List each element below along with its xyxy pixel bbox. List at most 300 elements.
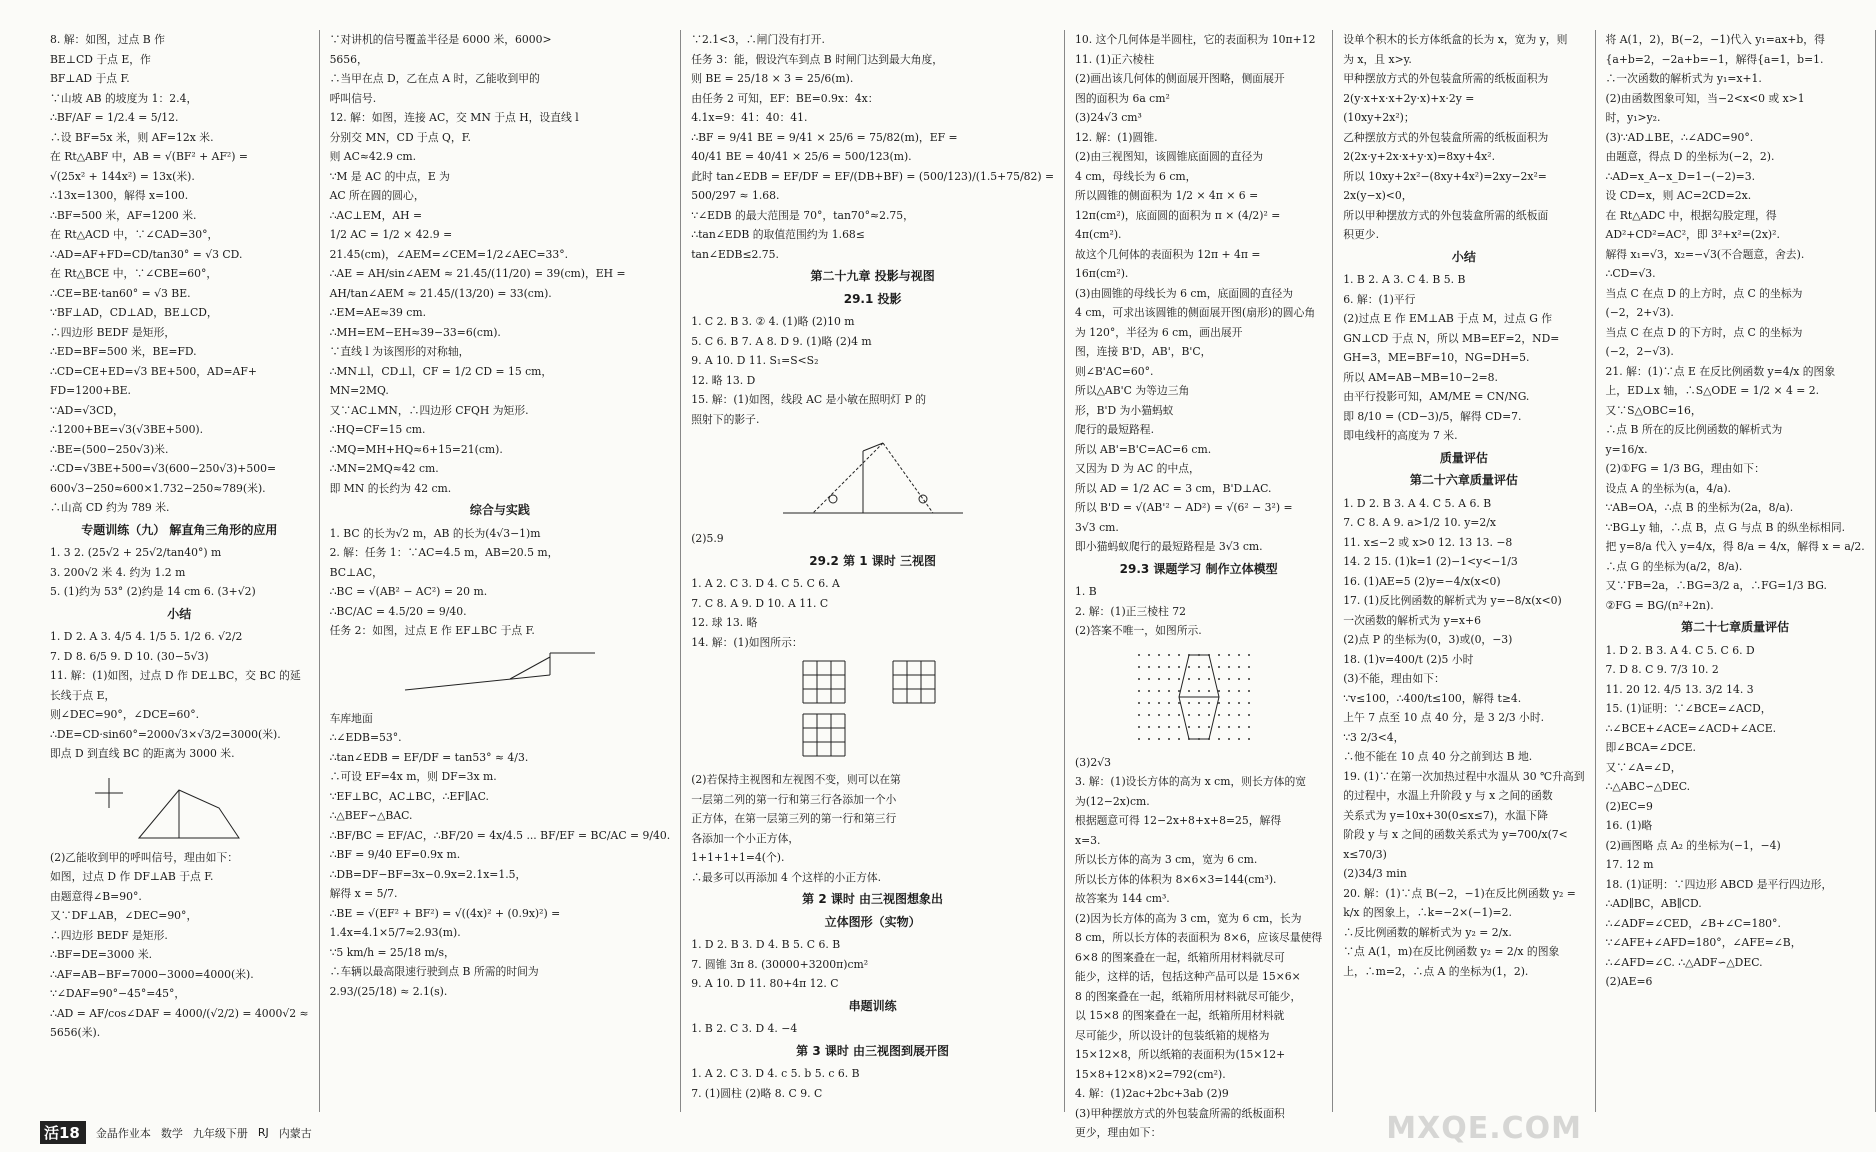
answer-line: ∵EF⊥BC，AC⊥BC，∴EF∥AC. xyxy=(329,789,489,803)
figure-stroke xyxy=(1138,738,1140,740)
answer-line: 当点 C 在点 D 的上方时，点 C 的坐标为 xyxy=(1605,286,1803,300)
answer-line: 20. 解：(1)∵点 B(−2，−1)在反比例函数 y₂ = xyxy=(1343,886,1576,900)
figure-stroke xyxy=(1138,690,1140,692)
answer-line: (2)乙能收到甲的呼叫信号，理由如下： xyxy=(50,850,239,864)
figure-stroke xyxy=(1228,702,1230,704)
answer-line: 3. 200√2 米 4. 约为 1.2 m xyxy=(50,565,186,579)
answer-line: 乙种摆放方式的外包装盒所需的纸板面积为 xyxy=(1343,130,1549,144)
answer-line: 积更少. xyxy=(1343,228,1380,241)
answer-line: 呼叫信号. xyxy=(329,91,377,105)
section-heading: 第 3 课时 由三视图到展开图 xyxy=(796,1043,950,1058)
answer-line: ∴△BEF∽△BAC. xyxy=(329,809,413,822)
answer-line: 14. 解：(1)如图所示： xyxy=(691,635,803,649)
answer-line: 所以 B'D = √(AB'² − AD²) = √(6² − 3²) = xyxy=(1075,501,1293,514)
figure-stroke xyxy=(1158,666,1160,668)
answer-line: 12. 球 13. 略 xyxy=(691,616,758,629)
answer-line: 2.93/(25/18) ≈ 2.1(s). xyxy=(329,984,448,998)
answer-line: 7. C 8. A 9. D 10. A 11. C xyxy=(691,596,829,610)
answer-line: ②FG = BG/(n²+2n). xyxy=(1605,598,1714,612)
answer-line: 由题意，得点 D 的坐标为(−2，2). xyxy=(1605,150,1775,163)
answer-line: (3)甲种摆放方式的外包装盒所需的纸板面积 xyxy=(1075,1106,1285,1120)
figure-stroke xyxy=(1168,702,1170,704)
answer-line: (2)34/3 min xyxy=(1343,867,1407,880)
answer-line: 2(2x·y+2x·x+y·x)=8xy+4x². xyxy=(1343,150,1496,163)
answer-line: tan∠EDB≤2.75. xyxy=(691,247,779,261)
figure-stroke xyxy=(1168,738,1170,740)
answer-line: 以 15×8 的图案叠在一起，纸箱所用材料就 xyxy=(1075,1009,1285,1022)
answer-line: ∵BG⊥y 轴，∴点 B，点 G 与点 B 的纵坐标相同. xyxy=(1605,520,1846,534)
answer-line: 又∵S△OBC=16， xyxy=(1605,403,1702,417)
figure-stroke xyxy=(1238,690,1240,692)
answer-line: ∴点 G 的坐标为(a/2，8/a). xyxy=(1605,559,1743,573)
answer-line: 根据题意可得 12−2x+8+x+8=25，解得 xyxy=(1075,814,1282,827)
answer-line: ∴CD=CE+ED=√3 BE+500，AD=AF+ xyxy=(50,364,257,378)
answer-line: 由任务 2 可知，EF：BE=0.9x：4x： xyxy=(691,91,879,105)
figure-stroke xyxy=(1178,678,1180,680)
figure-stroke xyxy=(1188,702,1190,704)
answer-line: ∴当甲在点 D，乙在点 A 时，乙能收到甲的 xyxy=(329,72,540,85)
answer-line: 又因为 D 为 AC 的中点， xyxy=(1075,462,1200,475)
column-4 xyxy=(1065,30,1333,1139)
answer-line: 所以 10xy+2x²−(8xy+4x²)=2xy−2x²= xyxy=(1343,169,1547,183)
answer-line: 为 120°，半径为 6 cm，画出展开 xyxy=(1075,325,1243,339)
answer-line: 正方体，在第一层第三列的第一行和第三行 xyxy=(691,812,897,825)
answer-line: 1. B 2. C 3. D 4. −4 xyxy=(691,1022,798,1035)
answer-line: 2. 解：任务 1：∵AC=4.5 m，AB=20.5 m， xyxy=(329,546,559,559)
answer-line: MN=2MQ. xyxy=(329,384,389,397)
answer-line: 11. 解：(1)如图，过点 D 作 DE⊥BC，交 BC 的延 xyxy=(50,669,301,682)
answer-line: (2)EC=9 xyxy=(1605,799,1653,813)
watermark: MXQE.COM xyxy=(1386,1111,1582,1146)
answer-line: 即电线杆的高度为 7 米. xyxy=(1343,429,1458,442)
answer-line: 19. (1)∵在第一次加热过程中水温从 30 ℃升高到 xyxy=(1343,769,1585,783)
figure-stroke xyxy=(1148,690,1150,692)
answer-line: ∴MQ=MH+HQ≈6+15=21(cm). xyxy=(329,442,503,456)
answer-line: ∴CD=√3. xyxy=(1605,267,1656,280)
answer-line: 9. A 10. D 11. S₁=S<S₂ xyxy=(691,354,819,367)
figure-stroke xyxy=(139,790,239,838)
figure-stroke xyxy=(1228,714,1230,716)
answer-line: ∵直线 l 为该图形的对称轴， xyxy=(329,345,470,358)
answer-line: 在 Rt△ABF 中，AB = √(BF² + AF²) = xyxy=(50,150,248,163)
region: 内蒙古 xyxy=(278,1126,312,1140)
section-heading: 第二十六章质量评估 xyxy=(1409,473,1518,487)
answer-line: 更少，理由如下： xyxy=(1075,1126,1162,1139)
answer-line: ∴CD=√3BE+500=√3(600−250√3)+500= xyxy=(50,462,276,475)
answer-line: 7. D 8. 6/5 9. D 10. (30−5√3) xyxy=(50,649,209,663)
answer-line: 故这个几何体的表面积为 12π + 4π = xyxy=(1075,247,1261,261)
answer-line: 即∠BCA=∠DCE. xyxy=(1605,741,1696,754)
answer-line: 所以 AB'=B'C=AC=6 cm. xyxy=(1075,442,1212,456)
figure-stroke xyxy=(1228,666,1230,668)
answer-line: ∵山坡 AB 的坡度为 1：2.4， xyxy=(50,91,198,105)
figure-stroke xyxy=(1138,654,1140,656)
section-heading: 第二十七章质量评估 xyxy=(1681,620,1790,634)
figure-stroke xyxy=(863,443,883,451)
answer-line: 16. (1)AE=5 (2)y=−4/x(x<0) xyxy=(1343,574,1501,588)
answer-line: 1. A 2. C 3. D 4. C 5. C 6. A xyxy=(691,577,840,590)
figure-stroke xyxy=(1238,738,1240,740)
answer-line: 1. 3 2. (25√2 + 25√2/tan40°) m xyxy=(50,546,222,559)
answer-line: ∵点 A(1，m)在反比例函数 y₂ = 2/x 的图象 xyxy=(1343,945,1560,958)
answer-line: 1. B xyxy=(1075,585,1097,598)
answer-line: 由平行投影可知，AM/ME = CN/NG. xyxy=(1343,390,1530,403)
answer-line: 12π(cm²)，底面圆的面积为 π × (4/2)² = xyxy=(1075,208,1281,222)
answer-line: (2)①FG = 1/3 BG，理由如下： xyxy=(1605,462,1765,475)
figure-stroke xyxy=(1188,678,1190,680)
figure-stroke xyxy=(1198,678,1200,680)
answer-line: 7. (1)圆柱 (2)略 8. C 9. C xyxy=(691,1086,823,1100)
figure-stroke xyxy=(1248,702,1250,704)
answer-line: 12. 解：(1)圆锥. xyxy=(1075,130,1158,144)
answer-line: 长线于点 E， xyxy=(50,688,116,702)
answer-line: 将 A(1，2)，B(−2，−1)代入 y₁=ax+b，得 xyxy=(1605,33,1825,46)
answer-line: ∴BE = √(EF² + BF²) = √((4x)² + (0.9x)²) = xyxy=(329,906,561,920)
section-heading: 第二十九章 投影与视图 xyxy=(810,269,935,283)
answer-line: (2)若保持主视图和左视图不变，则可以在第 xyxy=(691,773,901,786)
answer-line: 1. C 2. B 3. ② 4. (1)略 (2)10 m xyxy=(691,315,855,328)
answer-line: ∴CE=BE·tan60° = √3 BE. xyxy=(50,286,191,300)
answer-line: 车库地面 xyxy=(329,711,373,725)
answer-line: FD=1200+BE. xyxy=(50,384,131,397)
answer-line: 所以 AM=AB−MB=10−2=8. xyxy=(1343,370,1498,384)
answer-line: ∴AF=AB−BF=7000−3000=4000(米). xyxy=(50,967,254,981)
answer-line: ∵∠DAF=90°−45°=45°， xyxy=(50,987,186,1000)
figure-stroke xyxy=(1168,726,1170,728)
answer-line: 15×8+12×8)×2=792(cm²). xyxy=(1075,1067,1226,1081)
figure-stroke xyxy=(1168,690,1170,692)
answer-line: AC 所在圆的圆心， xyxy=(329,189,425,202)
answer-line: ∵AD=√3CD， xyxy=(50,403,124,417)
answer-line: 1. A 2. C 3. D 4. c 5. b 5. c 6. B xyxy=(691,1067,860,1080)
answer-line: 12. 略 13. D xyxy=(691,373,756,387)
figure-stroke xyxy=(813,443,883,513)
answer-line: 甲种摆放方式的外包装盒所需的纸板面积为 xyxy=(1343,72,1549,85)
figure-stroke xyxy=(1148,738,1150,740)
answer-line: 4π(cm²). xyxy=(1075,228,1122,241)
answer-line: 当点 C 在点 D 的下方时，点 C 的坐标为 xyxy=(1605,325,1803,339)
figure-stroke xyxy=(1158,654,1160,656)
figure-stroke xyxy=(1218,690,1220,692)
figure-stroke xyxy=(1178,654,1180,656)
answer-line: 14. 2 15. (1)k=1 (2)−1<y<−1/3 xyxy=(1343,555,1518,568)
figure-stroke xyxy=(1248,714,1250,716)
answer-line: 又∵∠A=∠D， xyxy=(1605,760,1682,774)
figure-stroke xyxy=(1158,702,1160,704)
figure-stroke xyxy=(1218,702,1220,704)
figure-stroke xyxy=(1178,714,1180,716)
answer-line: (3)不能，理由如下： xyxy=(1343,672,1445,685)
answer-line: 5656， xyxy=(329,52,368,66)
answer-line: ∴AD=x_A−x_D=1−(−2)=3. xyxy=(1605,169,1756,183)
answer-line: ∵2.1<3，∴闸门没有打开. xyxy=(691,33,825,46)
answer-line: 5. C 6. B 7. A 8. D 9. (1)略 (2)4 m xyxy=(691,334,872,348)
answer-line: 又∵DF⊥AB，∠DEC=90°， xyxy=(50,909,198,922)
figure-stroke xyxy=(1248,678,1250,680)
answer-line: 设单个积木的长方体纸盒的长为 x，宽为 y，则 xyxy=(1343,33,1568,46)
answer-line: 17. 12 m xyxy=(1605,858,1654,871)
answer-line: ∵∠AFE+∠AFD=180°，∠AFE=∠B， xyxy=(1605,936,1802,949)
answer-line: ∴DB=DF−BF=3x−0.9x=2.1x=1.5， xyxy=(329,867,527,881)
figure-stroke xyxy=(1238,702,1240,704)
answer-line: 此时 tan∠EDB = EF/DF = EF/(DB+BF) = (500/123)/(1.5+75/82) = xyxy=(691,169,1055,183)
answer-line: (2)AE=6 xyxy=(1605,975,1653,988)
answer-line: ∴EM=AE≈39 cm. xyxy=(329,306,427,319)
column-5 xyxy=(1333,30,1595,1112)
figure-stroke xyxy=(1248,666,1250,668)
answer-line: 所以长方体的体积为 8×6×3=144(cm³). xyxy=(1075,872,1277,886)
figure-stroke xyxy=(1208,714,1210,716)
answer-line: 8 cm，所以长方体的表面积为 8×6，应该尽量使得 xyxy=(1075,931,1323,944)
answer-line: 16π(cm²). xyxy=(1075,267,1129,280)
answer-line: 8 的图案叠在一起，纸箱所用材料就尽可能少， xyxy=(1075,989,1302,1003)
answer-line: 7. D 8. C 9. 7/3 10. 2 xyxy=(1605,663,1719,676)
figure-stroke xyxy=(1218,738,1220,740)
section-heading: 小结 xyxy=(167,606,192,621)
answer-line: 9. A 10. D 11. 80+4π 12. C xyxy=(691,977,839,990)
answer-line: 设 CD=x，则 AC=2CD=2x. xyxy=(1605,189,1752,202)
figure-stroke xyxy=(1218,726,1220,728)
answer-line: 则∠B'AC=60°. xyxy=(1075,364,1154,378)
answer-line: ∴最多可以再添加 4 个这样的小正方体. xyxy=(691,870,882,884)
figure-stroke xyxy=(1238,666,1240,668)
answer-line: 则 BE = 25/18 × 3 = 25/6(m). xyxy=(691,72,854,85)
figure-stroke xyxy=(1168,654,1170,656)
answer-line: 1. D 2. B 3. A 4. C 5. C 6. D xyxy=(1605,643,1755,657)
answer-line: (2)因为长方体的高为 3 cm，宽为 6 cm，长为 xyxy=(1075,911,1302,925)
answer-line: 15. (1)证明：∵∠BCE=∠ACD， xyxy=(1605,702,1772,715)
answer-line: 21. 解：(1)∵点 E 在反比例函数 y=4/x 的图象 xyxy=(1605,364,1836,378)
answer-line: 又∵FB=2a，∴BG=3/2 a，∴FG=1/3 BG. xyxy=(1605,579,1827,592)
figure-stroke xyxy=(1148,678,1150,680)
figure-stroke xyxy=(1238,726,1240,728)
section-heading: 29.2 第 1 课时 三视图 xyxy=(809,553,936,568)
answer-line: ∴BF=DE=3000 米. xyxy=(50,948,153,961)
answer-line: 阶段 y 与 x 之间的函数关系式为 y=700/x(7< xyxy=(1343,828,1568,841)
figure-stroke xyxy=(829,495,837,503)
answer-line: 又∵AC⊥MN，∴四边形 CFQH 为矩形. xyxy=(329,403,529,417)
figure-stroke xyxy=(1178,666,1180,668)
figure-stroke xyxy=(1228,678,1230,680)
figure-stroke xyxy=(1178,726,1180,728)
figure-stroke xyxy=(1188,690,1190,692)
figure-stroke xyxy=(1248,690,1250,692)
answer-line: ∵对讲机的信号覆盖半径是 6000 米，6000> xyxy=(329,33,552,46)
answer-line: 500/297 ≈ 1.68. xyxy=(691,189,780,202)
answer-line: ∴MN=2MQ≈42 cm. xyxy=(329,462,439,475)
answer-line: ∵∠EDB 的最大范围是 70°，tan70°≈2.75， xyxy=(691,208,914,222)
book-title: 金晶作业本 xyxy=(95,1126,151,1140)
answer-line: ∴AE = AH/sin∠AEM ≈ 21.45/(11/20) = 39(cm)，EH = xyxy=(329,267,626,280)
answer-line: 12. 解：如图，连接 AC，交 MN 于点 H，设直线 l xyxy=(329,111,579,124)
answer-line: (3)∵AD⊥BE，∴∠ADC=90°. xyxy=(1605,130,1754,144)
figure-stroke xyxy=(1148,714,1150,716)
answer-line: 11. 20 12. 4/5 13. 3/2 14. 3 xyxy=(1605,682,1754,696)
answer-line: 由题意得∠B=90°. xyxy=(50,889,142,903)
figure-stroke xyxy=(1218,666,1220,668)
answer-line: 2. 解：(1)正三棱柱 72 xyxy=(1075,604,1187,618)
answer-line: ∵5 km/h = 25/18 m/s， xyxy=(329,945,455,959)
answer-line: ∴∠EDB=53°. xyxy=(329,731,402,744)
answer-line: (2)由三视图知，该圆锥底面圆的直径为 xyxy=(1075,150,1264,163)
answer-line: 各添加一个小正方体， xyxy=(691,831,800,845)
figure-stroke xyxy=(1178,738,1180,740)
answer-line: 8. 解：如图，过点 B 作 xyxy=(50,33,165,46)
answer-line: ∵BF⊥AD，CD⊥AD，BE⊥CD， xyxy=(50,306,218,319)
answer-line: ∴ED=BF=500 米，BE=FD. xyxy=(50,345,197,358)
answer-line: 所以 AD = 1/2 AC = 3 cm，B'D⊥AC. xyxy=(1075,481,1272,495)
answer-line: 40/41 BE = 40/41 × 25/6 = 500/123(m). xyxy=(691,150,912,163)
answer-line: 15×12×8，所以纸箱的表面积为(15×12+ xyxy=(1075,1048,1286,1061)
answer-line: ∴可设 EF=4x m，则 DF=3x m. xyxy=(329,770,497,783)
figure-stroke xyxy=(1148,726,1150,728)
answer-line: 则∠DEC=90°，∠DCE=60°. xyxy=(50,708,200,721)
section-heading: 第 2 课时 由三视图想象出 xyxy=(802,892,944,906)
answer-line: 上，ED⊥x 轴，∴S△ODE = 1/2 × 4 = 2. xyxy=(1605,384,1820,397)
answer-line: y=16/x. xyxy=(1605,442,1648,456)
figure-stroke xyxy=(1138,714,1140,716)
figure-stroke xyxy=(1228,738,1230,740)
figure-stroke xyxy=(1158,678,1160,680)
answer-line: 解得 x₁=√3，x₂=−√3(不合题意，舍去). xyxy=(1605,247,1805,261)
figure-stroke xyxy=(1208,702,1210,704)
answer-line: 分别交 MN，CD 于点 Q，F. xyxy=(329,130,471,144)
answer-line: 18. (1)证明：∵四边形 ABCD 是平行四边形， xyxy=(1605,877,1833,891)
figure-stroke xyxy=(1158,690,1160,692)
answer-line: 1. B 2. A 3. C 4. B 5. B xyxy=(1343,273,1466,286)
figure-stroke xyxy=(1138,666,1140,668)
answer-line: 在 Rt△ACD 中，∵∠CAD=30°， xyxy=(50,228,219,241)
answer-line: 6. 解：(1)平行 xyxy=(1343,292,1416,306)
answer-line: (−2，2+√3). xyxy=(1605,306,1674,319)
answer-line: 1. BC 的长为√2 m，AB 的长为(4√3−1)m xyxy=(329,526,541,540)
answer-line: 设点 A 的坐标为(a，4/a). xyxy=(1605,481,1731,495)
answer-line: ∴∠ADF=∠CED，∠B+∠C=180°. xyxy=(1605,916,1781,930)
answer-line: √(25x² + 144x²) = 13x(米). xyxy=(50,169,195,183)
answer-line: (2)画图略 点 A₂ 的坐标为(−1，−4) xyxy=(1605,838,1781,852)
answer-line: ∴车辆以最高限速行驶到点 B 所需的时间为 xyxy=(329,965,539,978)
answer-line: 的过程中，水温上升阶段 y 与 x 之间的函数 xyxy=(1343,789,1553,802)
answer-line: 为(12−2x)cm. xyxy=(1075,794,1150,808)
answer-line: ∴BF/AF = 1/2.4 = 5/12. xyxy=(50,111,179,124)
answer-line: ∴tan∠EDB = EF/DF = tan53° ≈ 4/3. xyxy=(329,750,529,764)
figure-stroke xyxy=(1208,726,1210,728)
answer-line: (2)画出该几何体的侧面展开图略，侧面展开 xyxy=(1075,72,1285,85)
figure-stroke xyxy=(1168,678,1170,680)
answer-line: ∴一次函数的解析式为 y₁=x+1. xyxy=(1605,72,1762,85)
figure-stroke xyxy=(1198,714,1200,716)
figure-stroke xyxy=(1188,666,1190,668)
answer-line: 所以△AB'C 为等边三角 xyxy=(1075,384,1190,397)
figure-stroke xyxy=(1228,726,1230,728)
answer-line: ∴BC/AC = 4.5/20 = 9/40. xyxy=(329,604,467,618)
page-number: 活18 xyxy=(40,1121,86,1144)
answer-line: ∴AD=AF+FD=CD/tan30° = √3 CD. xyxy=(50,247,243,261)
figure-stroke xyxy=(1218,714,1220,716)
figure-stroke xyxy=(1138,702,1140,704)
answer-line: ∴四边形 BEDF 是矩形. xyxy=(50,928,168,942)
answer-line: 1+1+1+1=4(个). xyxy=(691,851,785,864)
dot-grid-net-figure-col4 xyxy=(1099,645,1299,749)
answer-line: ∴∠AFD=∠C. ∴△ADF∽△DEC. xyxy=(1605,955,1763,969)
answer-line: 形，B'D 为小猫蚂蚁 xyxy=(1075,403,1174,417)
answer-line: ∴13x=1300，解得 x=100. xyxy=(50,189,189,202)
section-heading: 串题训练 xyxy=(848,998,897,1013)
figure-stroke xyxy=(1148,702,1150,704)
answer-line: k/x 的图象上，∴k=−2×(−1)=2. xyxy=(1343,906,1512,919)
answer-line: ∵3 2/3<4， xyxy=(1343,730,1405,744)
answer-line: 5656(米). xyxy=(50,1026,101,1039)
answer-line: 则 AC≈42.9 cm. xyxy=(329,150,417,163)
figure-stroke xyxy=(1178,690,1180,692)
answer-line: 一层第二列的第一行和第三行各添加一个小 xyxy=(691,792,897,806)
compass-figure-col1 xyxy=(79,768,279,844)
figure-stroke xyxy=(1178,702,1180,704)
figure-stroke xyxy=(1198,690,1200,692)
answer-line: (3)24√3 cm³ xyxy=(1075,111,1142,124)
answer-line: 18. (1)v=400/t (2)5 小时 xyxy=(1343,652,1474,666)
figure-stroke xyxy=(1148,666,1150,668)
column-2 xyxy=(320,30,682,1112)
subject: 数学 xyxy=(160,1126,183,1140)
answer-line: 在 Rt△BCE 中，∵∠CBE=60°， xyxy=(50,267,218,280)
section-heading: 小结 xyxy=(1451,249,1476,264)
answer-line: 照射下的影子. xyxy=(691,412,760,426)
answer-line: 6×8 的图案叠在一起，纸箱所用材料就尽可 xyxy=(1075,950,1285,964)
answer-line: 1. D 2. B 3. D 4. B 5. C 6. B xyxy=(691,938,841,951)
answer-line: 能少，这样的话，包括这种产品可以是 15×6× xyxy=(1075,970,1301,983)
figure-stroke xyxy=(1198,666,1200,668)
answer-line: 在 Rt△ADC 中，根据勾股定理，得 xyxy=(1605,208,1777,222)
answer-line: ∴BF = 9/41 BE = 9/41 × 25/6 = 75/82(m)，EF = xyxy=(691,130,958,144)
answer-line: BE⊥CD 于点 E，作 xyxy=(50,52,151,66)
figure-stroke xyxy=(1228,654,1230,656)
answer-line: ∵AB=OA，∴点 B 的坐标为(2a，8/a). xyxy=(1605,501,1794,514)
answer-line: ∴AD = AF/cos∠DAF = 4000/(√2/2) = 4000√2 ≈ xyxy=(50,1006,309,1020)
answer-line: 把 y=8/a 代入 y=4/x，得 8/a = 4/x，解得 x = a/2. xyxy=(1605,540,1865,553)
answer-line: 4 cm，母线长为 6 cm， xyxy=(1075,169,1197,183)
answer-line: 600√3−250≈600×1.732−250≈789(米). xyxy=(50,481,266,495)
answer-line: GH=3，ME=BF=10，NG=DH=5. xyxy=(1343,351,1530,364)
answer-line: (2)点 P 的坐标为(0，3)或(0，−3) xyxy=(1343,633,1513,646)
answer-line: ∴点 B 所在的反比例函数的解析式为 xyxy=(1605,423,1783,436)
answer-line: 图的面积为 6a cm² xyxy=(1075,91,1170,105)
figure-stroke xyxy=(1188,714,1190,716)
figure-stroke xyxy=(1208,678,1210,680)
answer-line: 11. (1)正六棱柱 xyxy=(1075,52,1155,66)
answer-line: 即点 D 到直线 BC 的距离为 3000 米. xyxy=(50,747,235,760)
answer-line: 15. 解：(1)如图，线段 AC 是小敏在照明灯 P 的 xyxy=(691,393,927,406)
figure-stroke xyxy=(919,495,927,503)
answer-line: 图，连接 B'D，AB'，B'C， xyxy=(1075,345,1212,358)
answer-line: 故答案为 144 cm³. xyxy=(1075,892,1170,905)
answer-line: 即 MN 的长约为 42 cm. xyxy=(329,481,452,495)
answer-line: 17. (1)反比例函数的解析式为 y=−8/x(x<0) xyxy=(1343,594,1562,607)
answer-line: ∴AC⊥EM，AH = xyxy=(329,208,423,222)
answer-line: (−2，2−√3). xyxy=(1605,345,1674,358)
answer-line: 2x(y−x)<0， xyxy=(1343,189,1413,202)
grade: 九年级下册 xyxy=(192,1126,248,1140)
answer-line: ∴MN⊥l，CD⊥l，CF = 1/2 CD = 15 cm， xyxy=(329,364,553,378)
answer-line: 1.4x=4.1×5/7≈2.93(m). xyxy=(329,926,461,939)
answer-line: BC⊥AC， xyxy=(329,565,383,579)
answer-line: 尽可能少，所以设计的包装纸箱的规格为 xyxy=(1075,1028,1270,1042)
figure-stroke xyxy=(1208,666,1210,668)
answer-line: 上午 7 点至 10 点 40 分，是 3 2/3 小时. xyxy=(1343,711,1545,724)
figure-stroke xyxy=(1248,738,1250,740)
figure-stroke xyxy=(1138,726,1140,728)
answer-line: 所以甲种摆放方式的外包装盒所需的纸板面 xyxy=(1343,208,1549,222)
